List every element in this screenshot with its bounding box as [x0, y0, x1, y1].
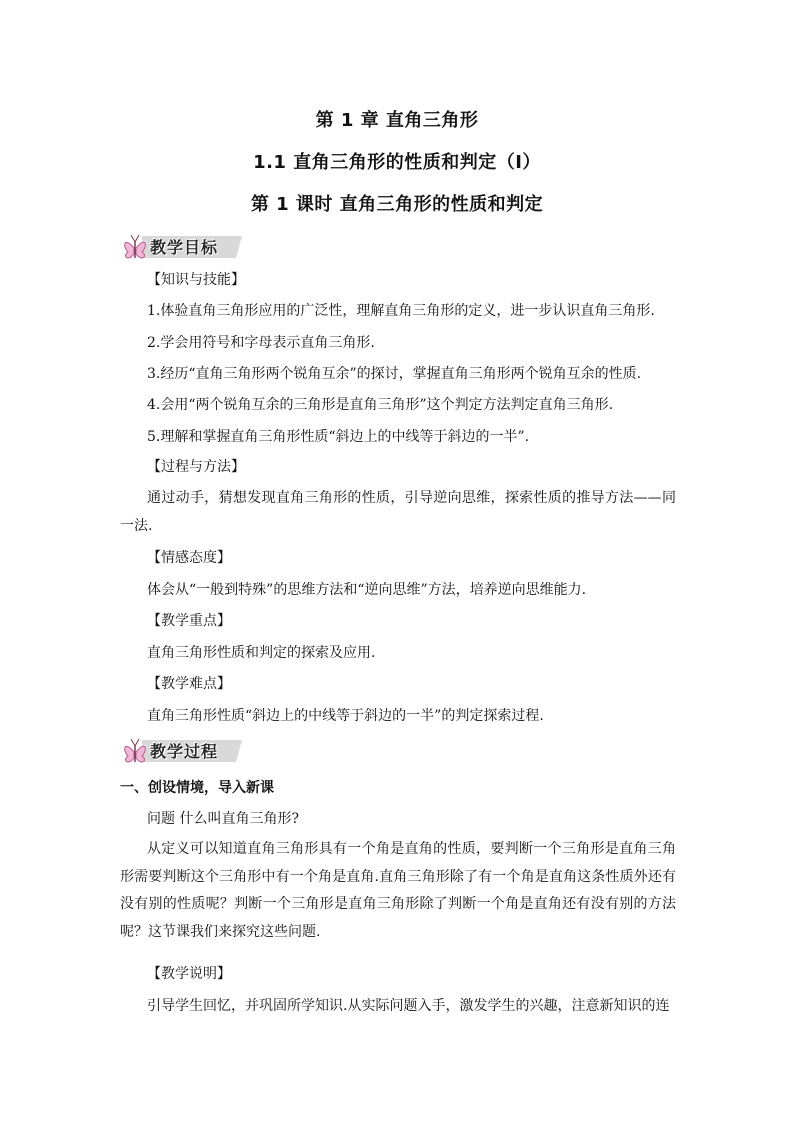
objective-item: 4.会用“两个锐角互余的三角形是直角三角形”这个判定方法判定直角三角形.: [147, 397, 614, 413]
emotion-heading: 【情感态度】: [147, 550, 231, 566]
intro-paragraph: 从定义可以知道直角三角形具有一个角是直角的性质，要判断一个三角形是直角三角形需要判断这个三角形中有一个角是直角.直角三角形除了有一个角是直角这条性质外还有没有别的性质呢？判断一个三角形是直角三角形除了判断一个角是直角还有没有别的方法呢？这节课我们来探究这些问题.: [120, 841, 676, 940]
objective-item: 3.经历“直角三角形两个锐角互余”的探讨，掌握直角三角形两个锐角互余的性质.: [147, 366, 642, 382]
chapter-title: 第 1 章 直角三角形: [315, 110, 479, 131]
difficult-point-heading: 【教学难点】: [147, 676, 231, 692]
teaching-objectives-banner: [120, 232, 250, 262]
knowledge-heading: 【知识与技能】: [147, 272, 245, 288]
key-point-heading: 【教学重点】: [147, 613, 231, 629]
question-line: 问题 什么叫直角三角形?: [147, 811, 299, 827]
difficult-point-text: 直角三角形性质“斜边上的中线等于斜边的一半”的判定探索过程.: [147, 708, 544, 724]
objective-item: 1.体验直角三角形应用的广泛性，理解直角三角形的定义，进一步认识直角三角形.: [147, 303, 655, 319]
key-point-text: 直角三角形性质和判定的探索及应用.: [147, 645, 376, 661]
step1-heading: 一、创设情境，导入新课: [120, 780, 274, 796]
emotion-text: 体会从“一般到特殊”的思维方法和“逆向思维”方法，培养逆向思维能力.: [147, 582, 587, 598]
lesson-title: 第 1 课时 直角三角形的性质和判定: [250, 194, 544, 215]
banner-label: 教学过程: [150, 742, 219, 761]
banner-label: 教学目标: [150, 238, 219, 257]
section-title: 1.1 直角三角形的性质和判定（Ⅰ）: [253, 152, 541, 173]
teaching-process-banner: [120, 736, 250, 766]
process-heading: 【过程与方法】: [147, 459, 245, 475]
process-paragraph: 通过动手，猜想发现直角三角形的性质，引导逆向思维，探索性质的推导方法——同一法.: [120, 490, 676, 534]
objective-item: 2.学会用符号和字母表示直角三角形.: [147, 335, 375, 351]
objective-item: 5.理解和掌握直角三角形性质“斜边上的中线等于斜边的一半”.: [147, 429, 530, 445]
teaching-note-text: 引导学生回忆，并巩固所学知识.从实际问题入手，激发学生的兴趣，注意新知识的连: [147, 998, 670, 1014]
teaching-note-heading: 【教学说明】: [147, 966, 231, 982]
